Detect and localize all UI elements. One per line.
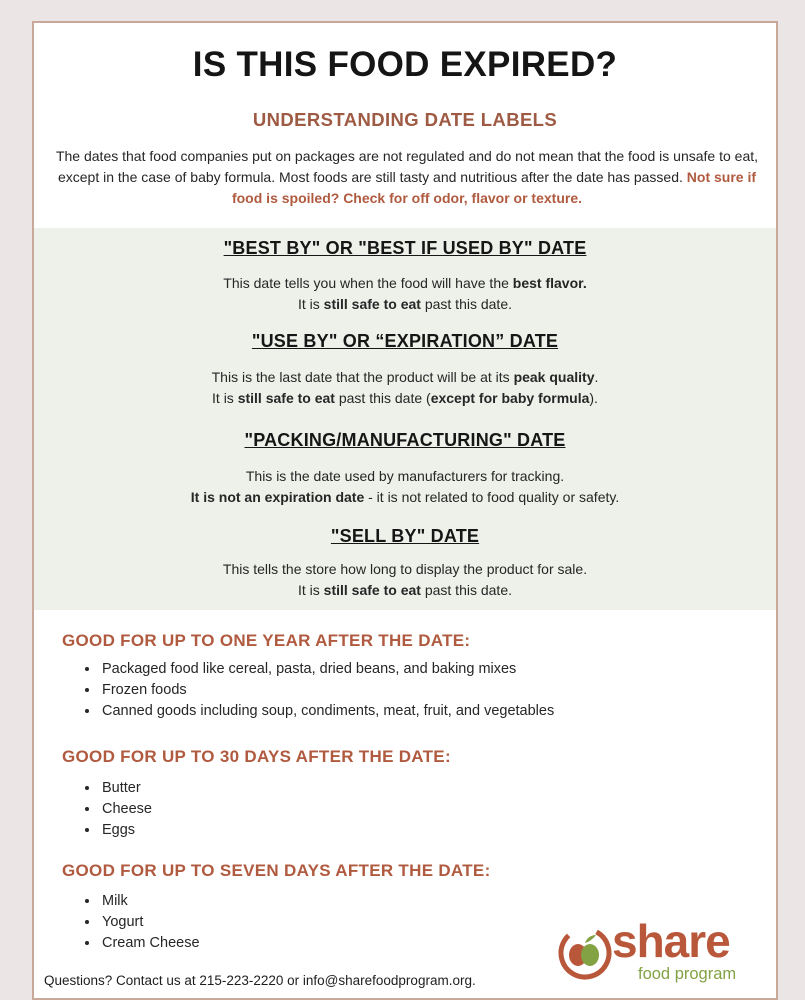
list-item: • Butter (100, 778, 152, 799)
sell-by-heading: "SELL BY" DATE (330, 526, 480, 546)
best-by-line-1 (34, 273, 776, 294)
sell-by-line-1: This tells the store how long to display the product for sale. (222, 561, 588, 577)
one-year-list (80, 659, 554, 722)
use-by-l2-mid: past this date ( (334, 389, 431, 406)
use-by-heading: "USE BY" OR “EXPIRATION” DATE (251, 331, 559, 351)
apple-circle-icon (556, 923, 614, 981)
list-item: • Cream Cheese (100, 933, 200, 954)
use-by-l2-bold: still safe to eat (237, 389, 335, 406)
sell-by-description (34, 559, 776, 600)
sell-by-line-2 (34, 580, 776, 601)
logo-brand-text: share (612, 915, 730, 967)
packing-l2-bold: It is not an expiration date (190, 488, 365, 505)
best-by-line-2 (34, 294, 776, 315)
sell-by-l2-text: It is (298, 581, 324, 598)
use-by-l2-text: It is (212, 389, 238, 406)
packing-description (34, 466, 776, 507)
use-by-l1-bold: peak quality (513, 369, 595, 385)
use-by-l1-post: . (594, 369, 599, 385)
logo-sub-text: food program (638, 965, 737, 983)
packing-line-2 (34, 487, 776, 508)
one-year-heading: GOOD FOR UP TO ONE YEAR AFTER THE DATE: (62, 631, 471, 650)
contact-footer: Questions? Contact us at 215-223-2220 or info@sharefoodprogram.org. (44, 973, 476, 988)
use-by-line-1 (34, 367, 776, 388)
best-by-l2-post: past this date. (420, 295, 512, 312)
list-item: • Cheese (100, 799, 152, 820)
intro-text: The dates that food companies put on packages are not regulated and do not mean that the food is unsafe to eat, except in the case of baby formula. Most foods are still tasty and nutritious after the date has passed. (55, 148, 759, 185)
best-by-description (34, 273, 776, 314)
seven-days-list (80, 891, 200, 954)
packing-l2-post: - it is not related to food quality or safety. (364, 488, 620, 505)
packing-line-1: This is the date used by manufacturers for tracking. (245, 468, 565, 484)
best-by-l1-text: This date tells you when the food will have the (223, 275, 513, 291)
list-item: • Yogurt (100, 912, 200, 933)
use-by-l1-text: This is the last date that the product will be at its (211, 369, 514, 385)
date-labels-panel (34, 228, 776, 610)
best-by-l2-text: It is (298, 295, 324, 312)
intro-paragraph (52, 146, 762, 209)
flyer-page (32, 21, 778, 1000)
packing-heading: "PACKING/MANUFACTURING" DATE (244, 430, 566, 450)
intro-highlight: Not sure if food is spoiled? Check for off odor, flavor or texture. (231, 169, 757, 206)
share-logo (554, 915, 764, 987)
thirty-days-list (80, 778, 152, 841)
page-title: IS THIS FOOD EXPIRED? (192, 45, 618, 84)
list-item: • Frozen foods (100, 680, 554, 701)
list-item: • Eggs (100, 820, 152, 841)
sell-by-l2-bold: still safe to eat (323, 581, 421, 598)
use-by-l2-post: ). (589, 389, 598, 406)
use-by-l2-bold2: except for baby formula (430, 389, 590, 406)
use-by-line-2 (34, 388, 776, 409)
best-by-l1-bold: best flavor. (512, 275, 587, 291)
list-item: • Canned goods including soup, condiments, meat, fruit, and vegetables (100, 701, 554, 722)
page-subtitle: UNDERSTANDING DATE LABELS (252, 109, 558, 130)
best-by-heading: "BEST BY" OR "BEST IF USED BY" DATE (223, 238, 587, 258)
best-by-l2-bold: still safe to eat (323, 295, 421, 312)
list-item: • Milk (100, 891, 200, 912)
sell-by-l2-post: past this date. (420, 581, 512, 598)
thirty-days-heading: GOOD FOR UP TO 30 DAYS AFTER THE DATE: (62, 747, 451, 766)
seven-days-heading: GOOD FOR UP TO SEVEN DAYS AFTER THE DATE: (62, 861, 491, 880)
use-by-description (34, 367, 776, 408)
list-item: • Packaged food like cereal, pasta, dried beans, and baking mixes (100, 659, 554, 680)
